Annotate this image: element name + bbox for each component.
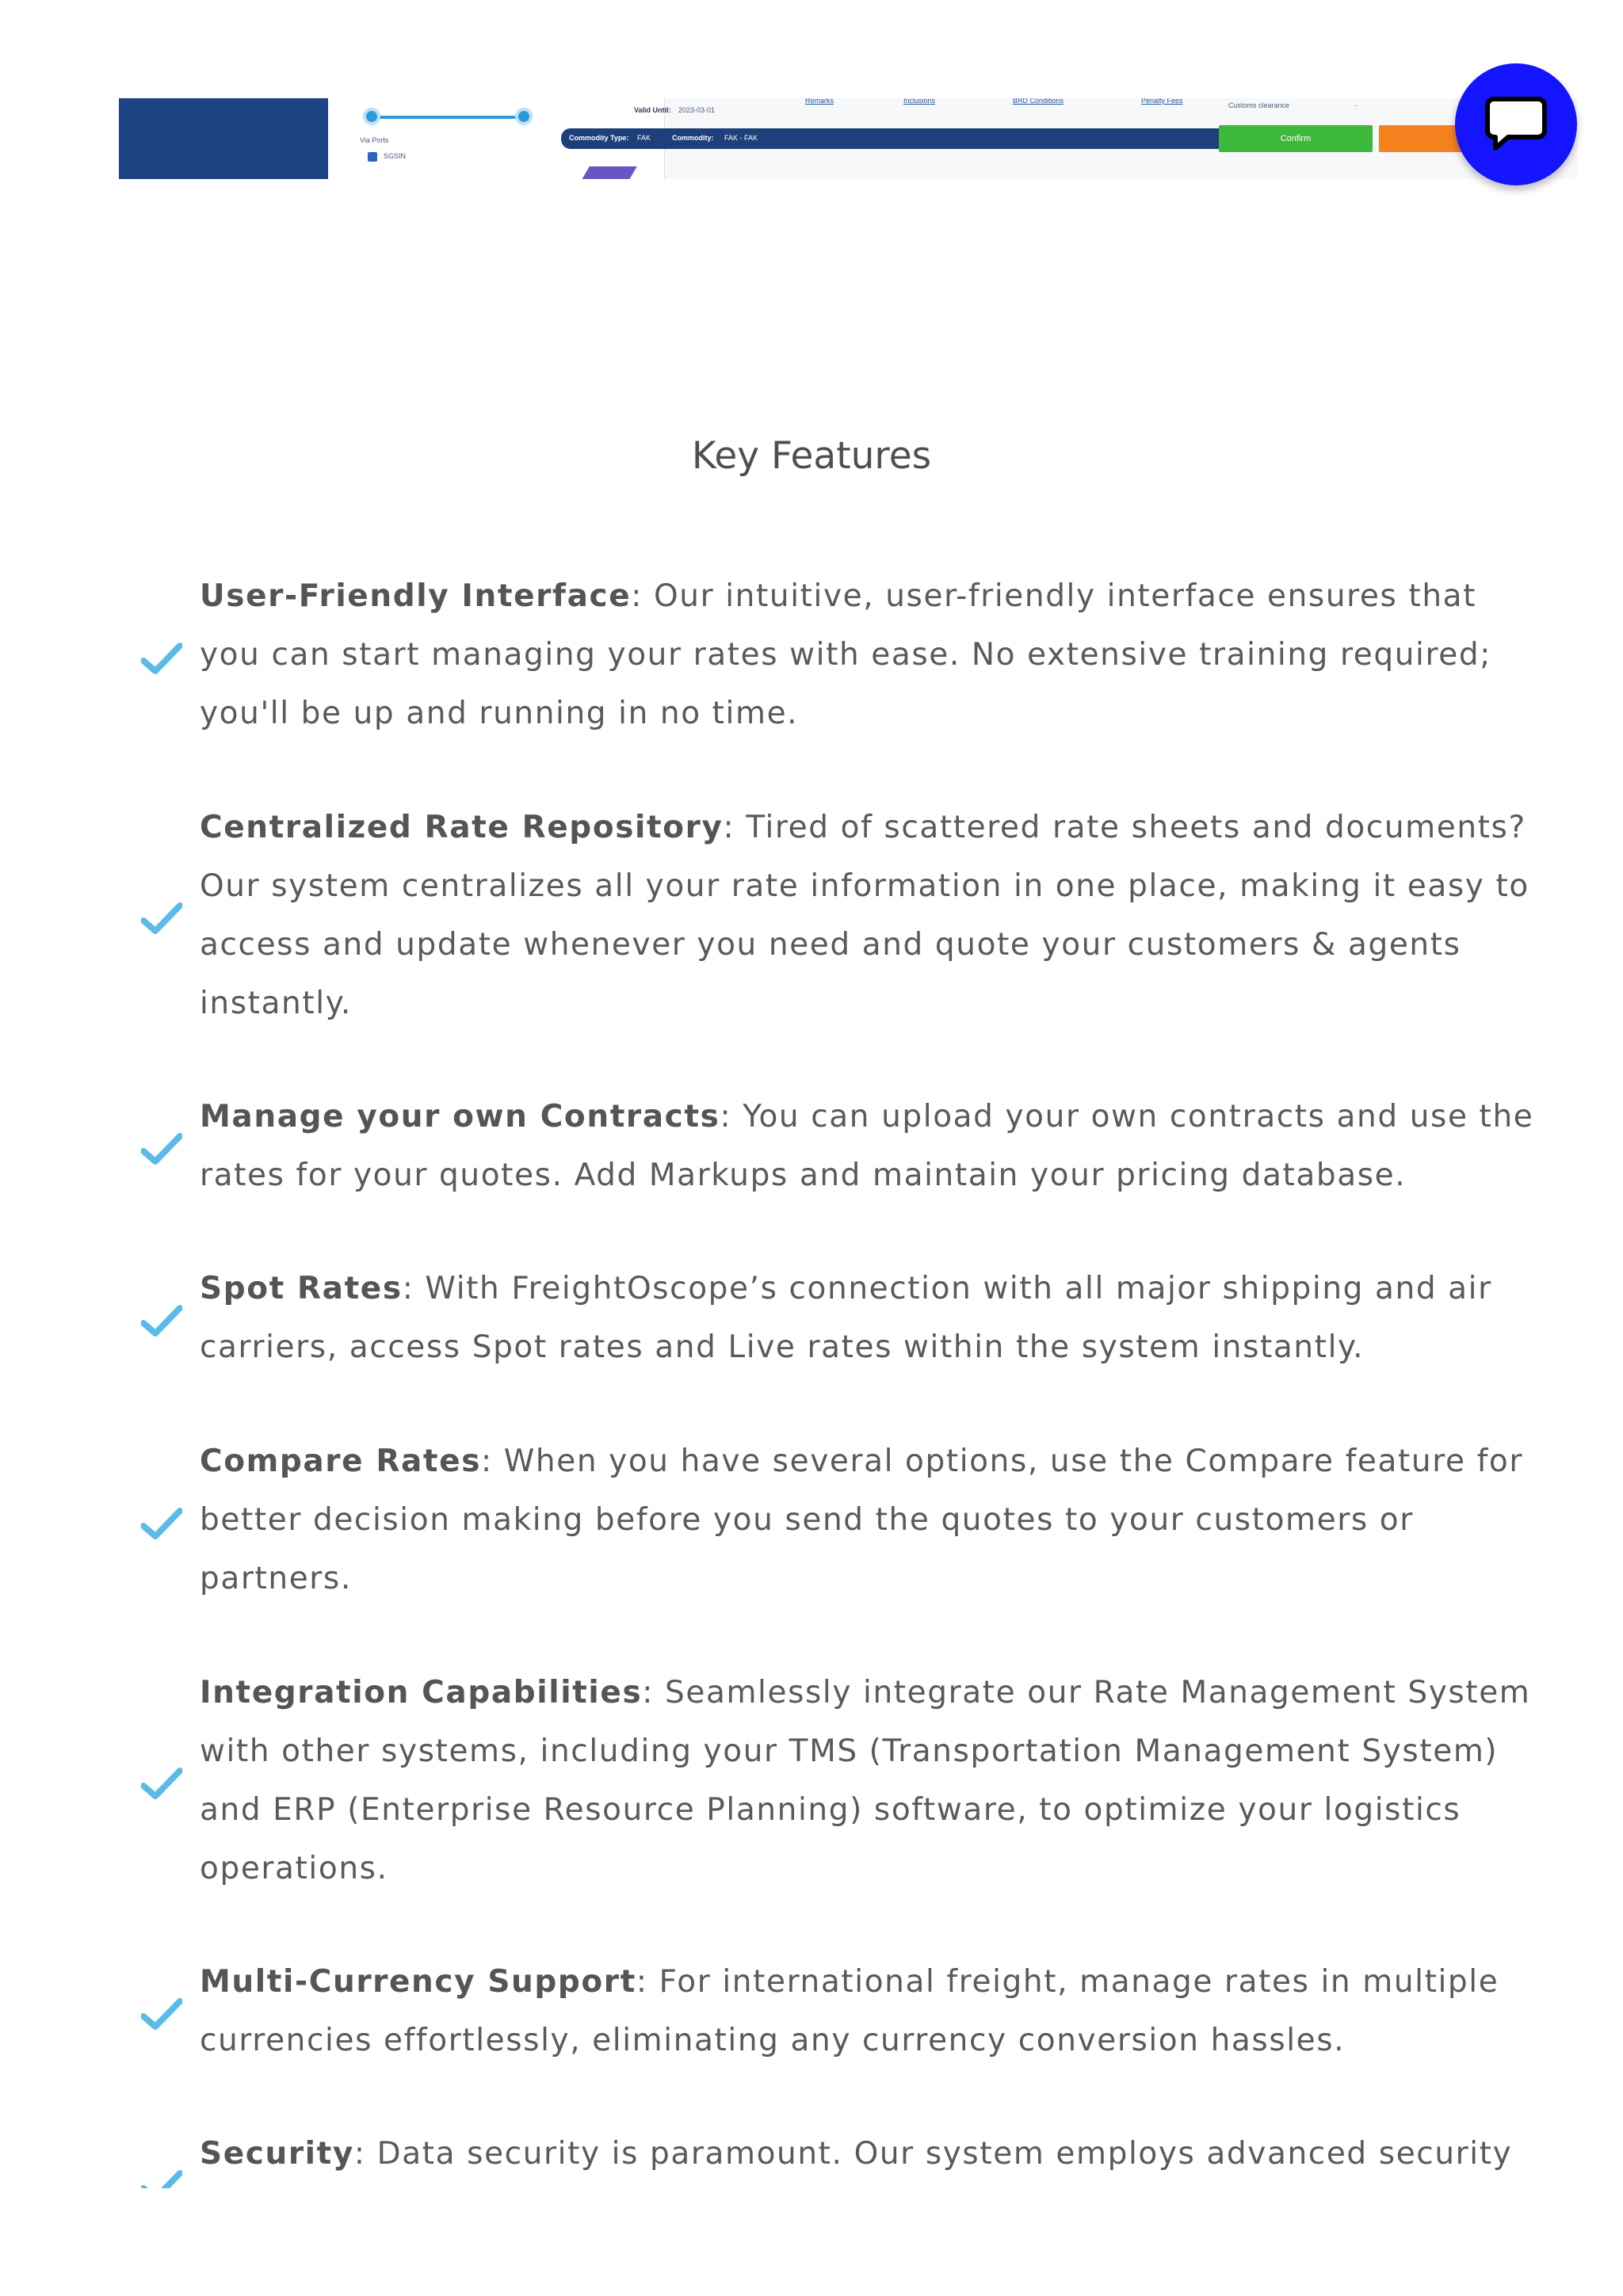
feature-term: User-Friendly Interface bbox=[200, 578, 632, 614]
valid-until-label: Valid Until: bbox=[634, 106, 671, 114]
section-title: Key Features bbox=[691, 434, 932, 478]
confirm-button: Confirm bbox=[1219, 125, 1373, 152]
feature-description: : You can upload your own contracts and use the rates for your quotes. Add Markups and maintain your pricing database. bbox=[200, 1099, 1534, 1193]
check-icon bbox=[141, 1304, 182, 1339]
check-icon bbox=[141, 1997, 182, 2032]
feature-term: Centralized Rate Repository bbox=[200, 810, 724, 845]
commodity-label: Commodity: bbox=[672, 134, 714, 142]
conditions-link: BRD Conditions bbox=[1013, 98, 1064, 105]
content-clip bbox=[0, 2188, 1623, 2296]
penalty-fees-link: Penalty Fees bbox=[1141, 98, 1183, 105]
feature-term: Multi-Currency Support bbox=[200, 1964, 636, 2000]
feature-description: : Data security is paramount. Our system employs advanced security bbox=[353, 2136, 1513, 2172]
feature-description: : Tired of scattered rate sheets and documents? Our system centralizes all your rate information in one place, making it easy to access and update whenever you need and quote your customers & agents instantly. bbox=[200, 810, 1529, 1021]
inclusions-link: Inclusions bbox=[903, 98, 936, 105]
feature-description: : Seamlessly integrate our Rate Management System with other systems, including your TMS (Transportation Management System) and ERP (Enterprise Resource Planning) software, to optimize your logistics operations. bbox=[200, 1675, 1531, 1886]
feature-description: : With FreightOscope’s connection with all major shipping and air carriers, access Spot rates and Live rates within the system instantly. bbox=[200, 1271, 1492, 1365]
commodity-value: FAK - FAK bbox=[724, 134, 758, 142]
commodity-type-value: FAK bbox=[637, 134, 651, 142]
feature-description: : For international freight, manage rates in multiple currencies effortlessly, eliminating any currency conversion hassles. bbox=[200, 1964, 1499, 2058]
check-icon bbox=[141, 902, 182, 936]
commodity-type-label: Commodity Type: bbox=[569, 134, 629, 142]
valid-until-value: 2023-03-01 bbox=[678, 106, 716, 114]
via-ports-label: Via Ports bbox=[360, 136, 389, 144]
check-icon bbox=[141, 1132, 182, 1167]
feature-term: Manage your own Contracts bbox=[200, 1099, 720, 1135]
feature-description: : When you have several options, use the Compare feature for better decision making before you send the quotes to your customers or partners. bbox=[200, 1444, 1524, 1596]
feature-term: Spot Rates bbox=[200, 1271, 403, 1306]
feature-term: Compare Rates bbox=[200, 1444, 482, 1479]
remarks-link: Remarks bbox=[805, 98, 834, 105]
port-code: SGSIN bbox=[384, 152, 407, 160]
feature-description: : Our intuitive, user-friendly interface ensures that you can start managing your rates with ease. No extensive training required; you'll be up and running in no time. bbox=[200, 578, 1491, 731]
customs-label: Customs clearance bbox=[1228, 101, 1290, 109]
check-icon bbox=[141, 1507, 182, 1542]
check-icon bbox=[141, 642, 182, 677]
feature-term: Security bbox=[200, 2136, 354, 2172]
customs-value: - bbox=[1355, 101, 1358, 109]
check-icon bbox=[141, 1767, 182, 1802]
feature-term: Integration Capabilities bbox=[200, 1675, 643, 1711]
